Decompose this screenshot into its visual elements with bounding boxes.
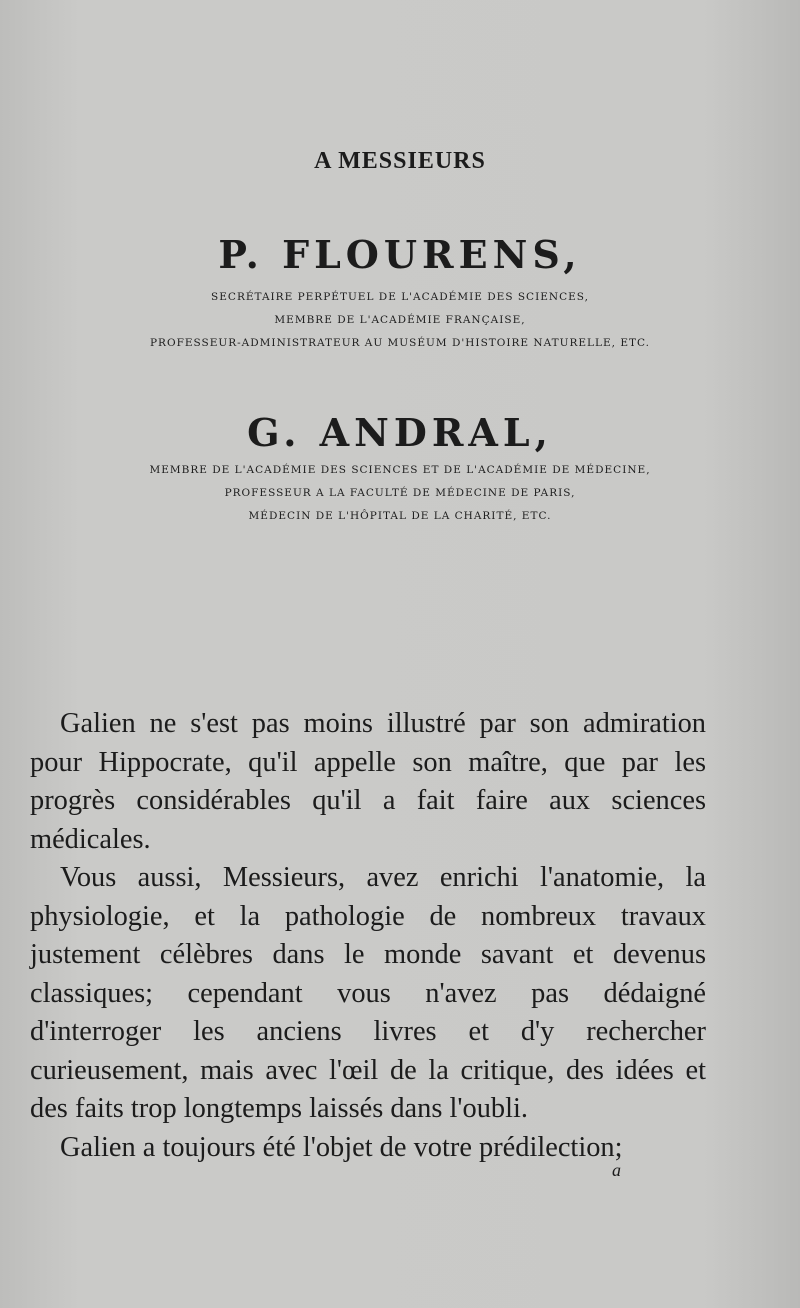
paragraph: Galien a toujours été l'objet de votre prédilection; (60, 1131, 623, 1163)
andral-title-1: MEMBRE DE L'ACADÉMIE DES SCIENCES ET DE L'ACADÉMIE DE MÉDECINE, (149, 464, 651, 476)
flourens-title-3: PROFESSEUR-ADMINISTRATEUR AU MUSÉUM D'HISTOIRE NATURELLE, ETC. (149, 337, 650, 349)
flourens-title-2: MEMBRE DE L'ACADÉMIE FRANÇAISE, (274, 314, 526, 326)
body-text (30, 705, 706, 1167)
signature-mark: a (612, 1160, 621, 1180)
dedication-heading: A MESSIEURS (314, 148, 486, 174)
andral-title-2: PROFESSEUR A LA FACULTÉ DE MÉDECINE DE PARIS, (224, 487, 576, 499)
andral-title-3: MÉDECIN DE L'HÔPITAL DE LA CHARITÉ, ETC. (248, 510, 552, 522)
paragraph: Vous aussi, Messieurs, avez enrichi l'anatomie, la physiologie, et la pathologie de nombreux travaux justement célèbres dans le monde savant et devenus classiques; cependant vous n'avez pas dédaigné d'interroger les anciens livres et d'y rechercher curieusement, mais avec l'œil de la critique, des idées et des faits trop longtemps laissés dans l'oubli. (30, 862, 706, 1124)
person-name-andral: G. ANDRAL, (247, 410, 553, 455)
person-name-flourens: P. FLOURENS, (218, 232, 582, 277)
paragraph: Galien ne s'est pas moins illustré par son admiration pour Hippocrate, qu'il appelle son maître, que par les progrès considérables qu'il a fait faire aux sciences médicales. (30, 708, 706, 855)
flourens-title-1: SECRÉTAIRE PERPÉTUEL DE L'ACADÉMIE DES SCIENCES, (211, 291, 589, 303)
